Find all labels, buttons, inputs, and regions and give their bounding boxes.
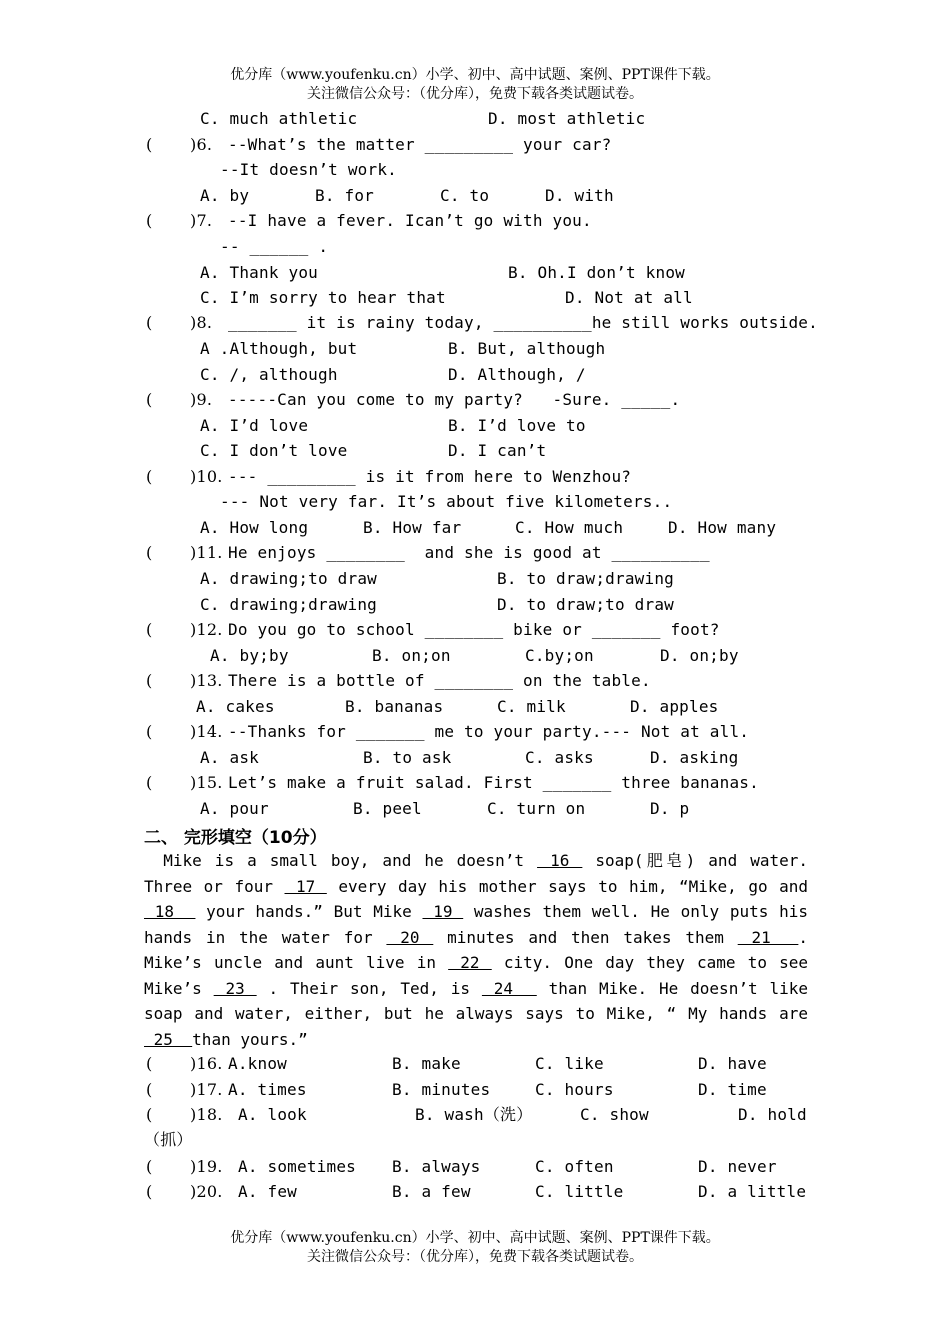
option-c: C. to bbox=[440, 186, 490, 205]
option-a: A. by bbox=[200, 186, 250, 205]
answer-paren: ( bbox=[146, 543, 153, 562]
question-stem: _______ it is rainy today, __________he still works outside. bbox=[228, 313, 818, 332]
option-d: D. Not at all bbox=[565, 288, 693, 307]
answer-paren: ( bbox=[146, 467, 153, 486]
option-d: D. on;by bbox=[660, 646, 739, 665]
blank-number: 22 bbox=[448, 953, 492, 972]
item-number: )16. bbox=[190, 1054, 223, 1073]
option-b: B. bananas bbox=[345, 697, 444, 716]
question-stem: --- _________ is it from here to Wenzhou? bbox=[228, 467, 632, 486]
question-number: )14. bbox=[190, 722, 223, 741]
item-option-a: A. times bbox=[228, 1080, 307, 1099]
answer-paren: ( bbox=[146, 1080, 153, 1099]
question-number: )13. bbox=[190, 671, 223, 690]
item-option-a: A. sometimes bbox=[238, 1157, 356, 1176]
passage-text: city. One day they came to see Mike’s bbox=[144, 953, 809, 998]
item-number: )19. bbox=[190, 1157, 223, 1176]
item-option-c: C. show bbox=[580, 1105, 649, 1124]
item-option-a: A. look bbox=[238, 1105, 307, 1124]
blank-number: 18 bbox=[144, 902, 196, 921]
option-d: D. asking bbox=[650, 748, 739, 767]
option-b: B. I’d love to bbox=[448, 416, 586, 435]
option-b: B. on;on bbox=[372, 646, 451, 665]
option-b: B. to draw;drawing bbox=[497, 569, 674, 588]
question-stem: --I have a fever. Ican’t go with you. bbox=[228, 211, 592, 230]
option-b: B. for bbox=[315, 186, 374, 205]
item-number: )20. bbox=[190, 1182, 223, 1201]
question-number: )9. bbox=[190, 390, 213, 409]
option-c: C. turn on bbox=[487, 799, 586, 818]
section-2-title: 二、 完形填空（10分） bbox=[144, 828, 327, 848]
question-stem-reply: --- Not very far. It’s about five kilometers.. bbox=[220, 492, 673, 511]
option-a: A. by;by bbox=[210, 646, 289, 665]
blank-number: 24 bbox=[481, 978, 537, 998]
header-line-1: 优分库（www.youfenku.cn）小学、初中、高中试题、案例、PPT课件下载。 bbox=[230, 67, 720, 83]
passage-text: . Mike’s uncle and aunt live in bbox=[144, 927, 809, 972]
answer-paren: ( bbox=[146, 1157, 153, 1176]
blank-number: 17 bbox=[284, 876, 327, 896]
option-d: D. to draw;to draw bbox=[497, 595, 674, 614]
question-stem: --What’s the matter _________ your car? bbox=[228, 135, 612, 154]
cloze-passage bbox=[144, 848, 808, 1052]
option-c: C. How much bbox=[515, 518, 624, 537]
option-d: D. How many bbox=[668, 518, 777, 537]
option-b: B. How far bbox=[363, 518, 462, 537]
question-number: )7. bbox=[190, 211, 213, 230]
question-number: )8. bbox=[190, 313, 213, 332]
question-number: )10. bbox=[190, 467, 223, 486]
item-number: )17. bbox=[190, 1080, 223, 1099]
option-b: B. But, although bbox=[448, 339, 606, 358]
question-number: )11. bbox=[190, 543, 223, 562]
answer-paren: ( bbox=[146, 313, 153, 332]
option-c: C. asks bbox=[525, 748, 594, 767]
blank-number: 25 bbox=[144, 1029, 193, 1049]
blank-number: 23 bbox=[213, 978, 257, 998]
item-option-b: B. a few bbox=[392, 1182, 471, 1201]
option-d: D. apples bbox=[630, 697, 719, 716]
passage-text: than Mike. He doesn’t like soap and water, either, but he always says to Mike, “ My hands are bbox=[144, 978, 808, 1023]
option-a: A. ask bbox=[200, 748, 259, 767]
item-option-d: D. never bbox=[698, 1157, 777, 1176]
option-d: D. with bbox=[545, 186, 614, 205]
answer-paren: ( bbox=[146, 390, 153, 409]
answer-paren: ( bbox=[146, 1054, 153, 1073]
answer-paren: ( bbox=[146, 620, 153, 639]
passage-text: minutes and then takes them bbox=[433, 927, 738, 947]
answer-paren: ( bbox=[146, 1105, 153, 1124]
option-a: A. How long bbox=[200, 518, 309, 537]
option-d: D. Although, / bbox=[448, 365, 586, 384]
option-b: B. Oh.I don’t know bbox=[508, 263, 685, 282]
item-option-c: C. often bbox=[535, 1157, 614, 1176]
footer-line-2: 关注微信公众号：（优分库），免费下载各类试题试卷。 bbox=[307, 1249, 643, 1265]
option-a: A. drawing;to draw bbox=[200, 569, 377, 588]
option-c: C. drawing;drawing bbox=[200, 595, 377, 614]
item-option-c: C. like bbox=[535, 1054, 604, 1073]
option-d: D. I can’t bbox=[448, 441, 547, 460]
item-option-a: A.know bbox=[228, 1054, 287, 1073]
option-c: C. I’m sorry to hear that bbox=[200, 288, 446, 307]
question-number: )6. bbox=[190, 135, 213, 154]
item-option-c: C. hours bbox=[535, 1080, 614, 1099]
item-option-b: B. wash（洗） bbox=[415, 1105, 533, 1124]
item-option-a: A. few bbox=[238, 1182, 297, 1201]
question-stem: Let’s make a fruit salad. First _______ three bananas. bbox=[228, 773, 759, 792]
question-stem: -----Can you come to my party? -Sure. _____. bbox=[228, 390, 681, 409]
item-option-d: D. have bbox=[698, 1054, 767, 1073]
option-d: D. p bbox=[650, 799, 690, 818]
item-option-wrap: （抓） bbox=[144, 1130, 193, 1149]
q5-option-d: D. most athletic bbox=[488, 109, 646, 128]
blank-number: 19 bbox=[422, 902, 464, 921]
blank-number: 16 bbox=[537, 851, 583, 870]
indent bbox=[144, 851, 163, 870]
option-c: C. I don’t love bbox=[200, 441, 348, 460]
item-option-b: B. always bbox=[392, 1157, 481, 1176]
item-option-b: B. make bbox=[392, 1054, 461, 1073]
item-option-b: B. minutes bbox=[392, 1080, 491, 1099]
option-c: C.by;on bbox=[525, 646, 594, 665]
answer-paren: ( bbox=[146, 722, 153, 741]
question-stem: There is a bottle of ________ on the table. bbox=[228, 671, 651, 690]
blank-number: 21 bbox=[737, 927, 799, 947]
passage-text: . Their son, Ted, is bbox=[256, 978, 482, 998]
option-a: A .Although, but bbox=[200, 339, 358, 358]
question-number: )15. bbox=[190, 773, 223, 792]
passage-text: every day his mother says to him, “Mike, go and bbox=[326, 876, 809, 896]
passage-text: washes them well. He only puts his hands in the water for bbox=[144, 902, 809, 947]
item-number: )18. bbox=[190, 1105, 223, 1124]
option-c: C. milk bbox=[497, 697, 566, 716]
question-number: )12. bbox=[190, 620, 223, 639]
option-a: A. pour bbox=[200, 799, 269, 818]
answer-paren: ( bbox=[146, 773, 153, 792]
question-stem-reply: -- ______ . bbox=[220, 237, 329, 256]
passage-text: your hands.” But Mike bbox=[195, 902, 423, 921]
item-option-c: C. little bbox=[535, 1182, 624, 1201]
passage-text: soap(肥皂) and water. Three or four bbox=[144, 851, 809, 896]
passage-text: Mike is a small boy, and he doesn’t bbox=[163, 851, 538, 870]
blank-number: 20 bbox=[386, 927, 434, 947]
option-b: B. to ask bbox=[363, 748, 452, 767]
question-stem: Do you go to school ________ bike or _______ foot? bbox=[228, 620, 720, 639]
header-line-2: 关注微信公众号：（优分库），免费下载各类试题试卷。 bbox=[307, 86, 643, 102]
question-stem: --Thanks for _______ me to your party.--- Not at all. bbox=[228, 722, 750, 741]
item-option-d: D. hold bbox=[738, 1105, 807, 1124]
answer-paren: ( bbox=[146, 135, 153, 154]
option-a: A. I’d love bbox=[200, 416, 309, 435]
footer-line-1: 优分库（www.youfenku.cn）小学、初中、高中试题、案例、PPT课件下载。 bbox=[230, 1230, 720, 1246]
answer-paren: ( bbox=[146, 671, 153, 690]
question-stem-reply: --It doesn’t work. bbox=[220, 160, 397, 179]
option-a: A. cakes bbox=[196, 697, 275, 716]
passage-text: than yours.” bbox=[192, 1029, 308, 1049]
option-b: B. peel bbox=[353, 799, 422, 818]
item-option-d: D. a little bbox=[698, 1182, 807, 1201]
option-a: A. Thank you bbox=[200, 263, 318, 282]
answer-paren: ( bbox=[146, 1182, 153, 1201]
q5-option-c: C. much athletic bbox=[200, 109, 358, 128]
option-c: C. /, although bbox=[200, 365, 338, 384]
answer-paren: ( bbox=[146, 211, 153, 230]
item-option-d: D. time bbox=[698, 1080, 767, 1099]
question-stem: He enjoys ________ and she is good at __________ bbox=[228, 543, 710, 562]
